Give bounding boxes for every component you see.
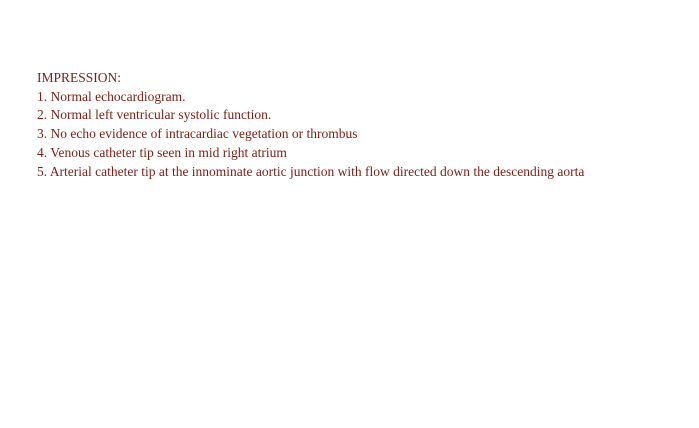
impression-heading: IMPRESSION:	[37, 70, 122, 85]
impression-item-4: 4. Venous catheter tip seen in mid right atrium	[37, 144, 287, 160]
impression-item-3: 3. No echo evidence of intracardiac vegetation or thrombus	[37, 126, 358, 142]
impression-item-5: 5. Arterial catheter tip at the innominate aortic junction with flow directed down the descending aorta	[37, 163, 585, 179]
impression-section	[37, 69, 597, 181]
impression-item-1: 1. Normal echocardiogram.	[37, 88, 186, 104]
impression-item-2: 2. Normal left ventricular systolic function.	[37, 107, 272, 123]
